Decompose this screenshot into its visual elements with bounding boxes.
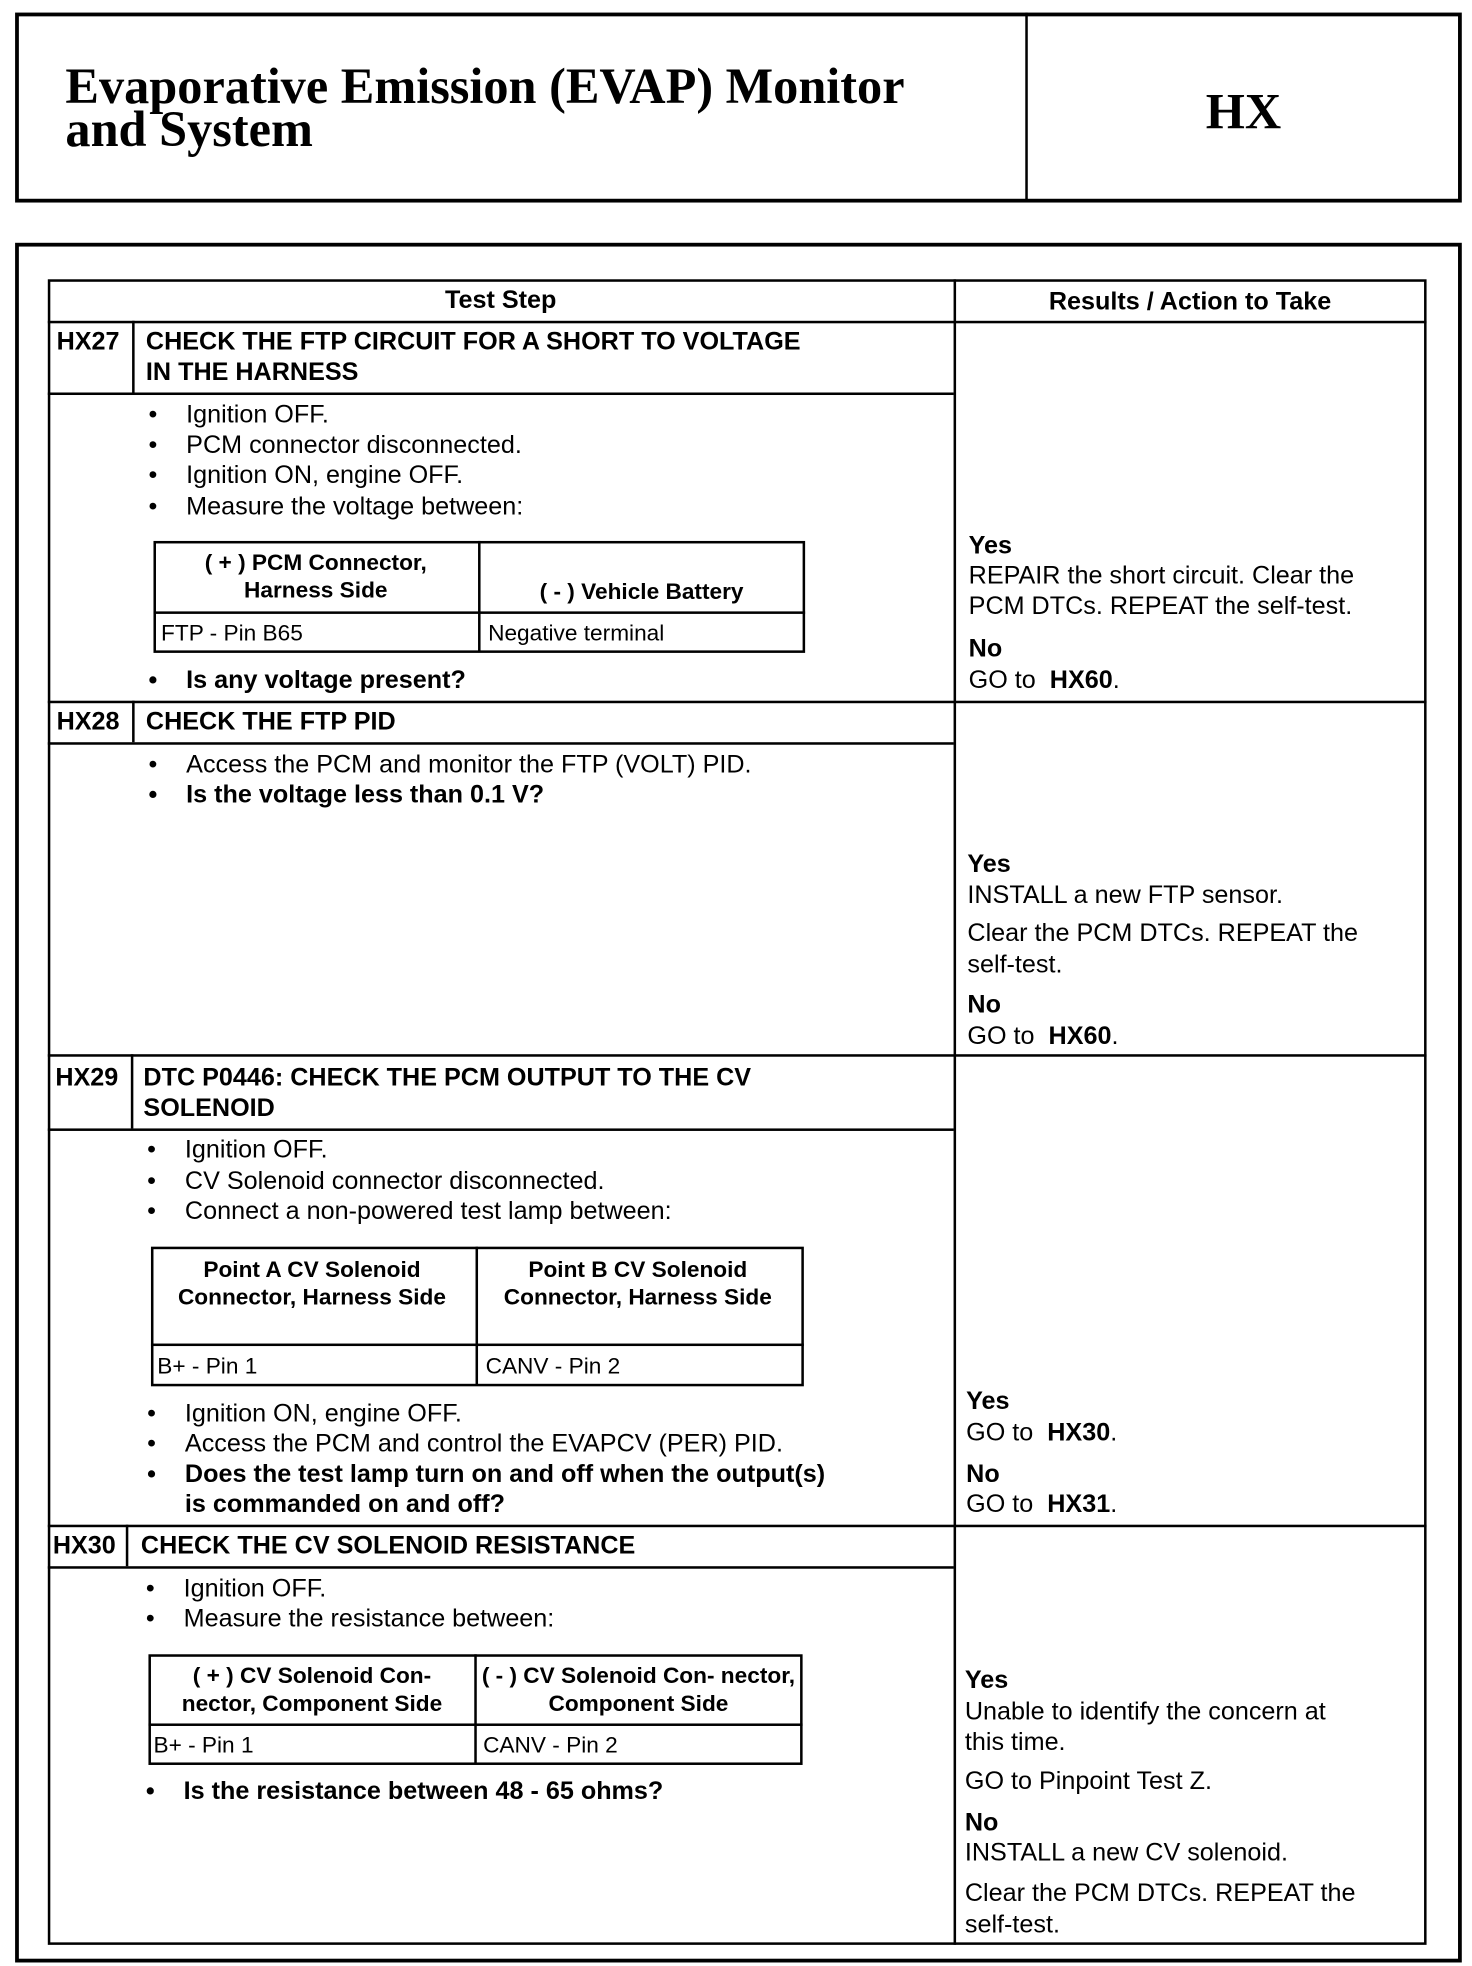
step-title: CHECK THE FTP PID <box>145 708 396 736</box>
goto-link[interactable]: HX60 <box>1049 666 1113 695</box>
result-text: INSTALL a new FTP sensor. <box>967 881 1283 910</box>
result-text: Clear the PCM DTCs. REPEAT the <box>967 919 1358 948</box>
result-text: INSTALL a new CV solenoid. <box>964 1839 1288 1867</box>
result-text: GO to Pinpoint Test Z. <box>964 1767 1212 1796</box>
bullet-item: • Measure the voltage between: <box>186 492 523 522</box>
step-title: SOLENOID <box>143 1094 275 1123</box>
question: • Is any voltage present? <box>186 665 466 695</box>
bullet-item: • Ignition ON, engine OFF. <box>186 460 463 490</box>
step-title: CHECK THE CV SOLENOID RESISTANCE <box>140 1532 636 1560</box>
result-no-label: No <box>967 991 1001 1019</box>
goto-link[interactable]: HX60 <box>1048 1022 1112 1051</box>
bullet-item: • PCM connector disconnected. <box>186 430 522 460</box>
result-text: self-test. <box>967 951 1063 979</box>
result-goto: GO to HX30. <box>966 1419 1118 1447</box>
question: • Is the resistance between 48 - 65 ohms? <box>184 1776 664 1806</box>
result-text: PCM DTCs. REPEAT the self-test. <box>968 592 1353 621</box>
result-goto: GO to HX60. <box>967 1022 1119 1051</box>
result-goto: GO to HX31. <box>966 1490 1118 1519</box>
result-text: this time. <box>964 1728 1066 1757</box>
bullet-item: • Access the PCM and monitor the FTP (VOLT) PID. <box>186 750 751 780</box>
bullet-item: • Ignition OFF. <box>185 1135 328 1165</box>
question: • Does the test lamp turn on and off when the output(s) <box>185 1459 825 1489</box>
result-goto: GO to HX60. <box>968 666 1120 695</box>
result-yes-label: Yes <box>967 850 1011 879</box>
bullet-item: • Ignition OFF. <box>184 1574 327 1604</box>
table-cell: FTP - Pin B65 <box>161 620 303 646</box>
step-title: CHECK THE FTP CIRCUIT FOR A SHORT TO VOLTAGE <box>145 328 801 357</box>
result-text: Unable to identify the concern at <box>964 1698 1326 1726</box>
result-text: self-test. <box>964 1910 1060 1939</box>
goto-link[interactable]: HX30 <box>1047 1419 1111 1447</box>
step-id: HX27 <box>56 328 120 357</box>
col-header-test-step: Test Step <box>444 286 557 315</box>
result-text: Clear the PCM DTCs. REPEAT the <box>964 1879 1356 1908</box>
table-cell: CANV - Pin 2 <box>483 1732 618 1758</box>
step-id: HX28 <box>56 708 120 736</box>
table-header: ( - ) Vehicle Battery <box>539 578 744 604</box>
step-id: HX30 <box>52 1532 116 1560</box>
bullet-item: • Access the PCM and control the EVAPCV (PER) PID. <box>185 1429 783 1459</box>
page-title <box>65 57 905 158</box>
result-no-label: No <box>964 1809 999 1837</box>
question: is commanded on and off? <box>184 1490 506 1519</box>
table-cell: Negative terminal <box>488 620 665 646</box>
step-title: DTC P0446: CHECK THE PCM OUTPUT TO THE CV <box>143 1064 752 1092</box>
bullet-item: • CV Solenoid connector disconnected. <box>185 1166 605 1196</box>
bullet-item: • Ignition OFF. <box>186 400 329 430</box>
result-yes-label: Yes <box>964 1666 1009 1695</box>
question: • Is the voltage less than 0.1 V? <box>186 780 544 810</box>
result-text: REPAIR the short circuit. Clear the <box>968 562 1355 591</box>
result-no-label: No <box>968 635 1003 663</box>
result-yes-label: Yes <box>968 532 1013 560</box>
table-header: Point A CV Solenoid Connector, Harness Side <box>177 1256 447 1310</box>
bullet-item: • Measure the resistance between: <box>184 1604 555 1634</box>
step-id: HX29 <box>55 1064 119 1092</box>
table-cell: B+ - Pin 1 <box>153 1732 254 1758</box>
title-line-1: Evaporative Emission (EVAP) Monitor <box>65 57 905 115</box>
col-header-results: Results / Action to Take <box>1048 288 1332 316</box>
result-yes-label: Yes <box>966 1387 1010 1416</box>
table-header: Point B CV Solenoid Connector, Harness Side <box>503 1256 772 1310</box>
result-no-label: No <box>966 1460 1000 1489</box>
title-line-2: and System <box>65 100 313 158</box>
bullet-item: • Ignition ON, engine OFF. <box>185 1399 462 1429</box>
goto-link[interactable]: HX31 <box>1047 1490 1111 1519</box>
table-header: ( + ) PCM Connector, Harness Side <box>204 549 427 603</box>
table-cell: B+ - Pin 1 <box>157 1353 258 1379</box>
table-cell: CANV - Pin 2 <box>485 1353 621 1379</box>
step-title: IN THE HARNESS <box>145 358 359 387</box>
bullet-item: • Connect a non-powered test lamp between: <box>185 1196 672 1226</box>
table-header: ( + ) CV Solenoid Con- nector, Component Side <box>181 1663 443 1716</box>
section-code: HX <box>1205 83 1282 140</box>
table-header: ( - ) CV Solenoid Con- nector, Component Side <box>481 1663 796 1716</box>
